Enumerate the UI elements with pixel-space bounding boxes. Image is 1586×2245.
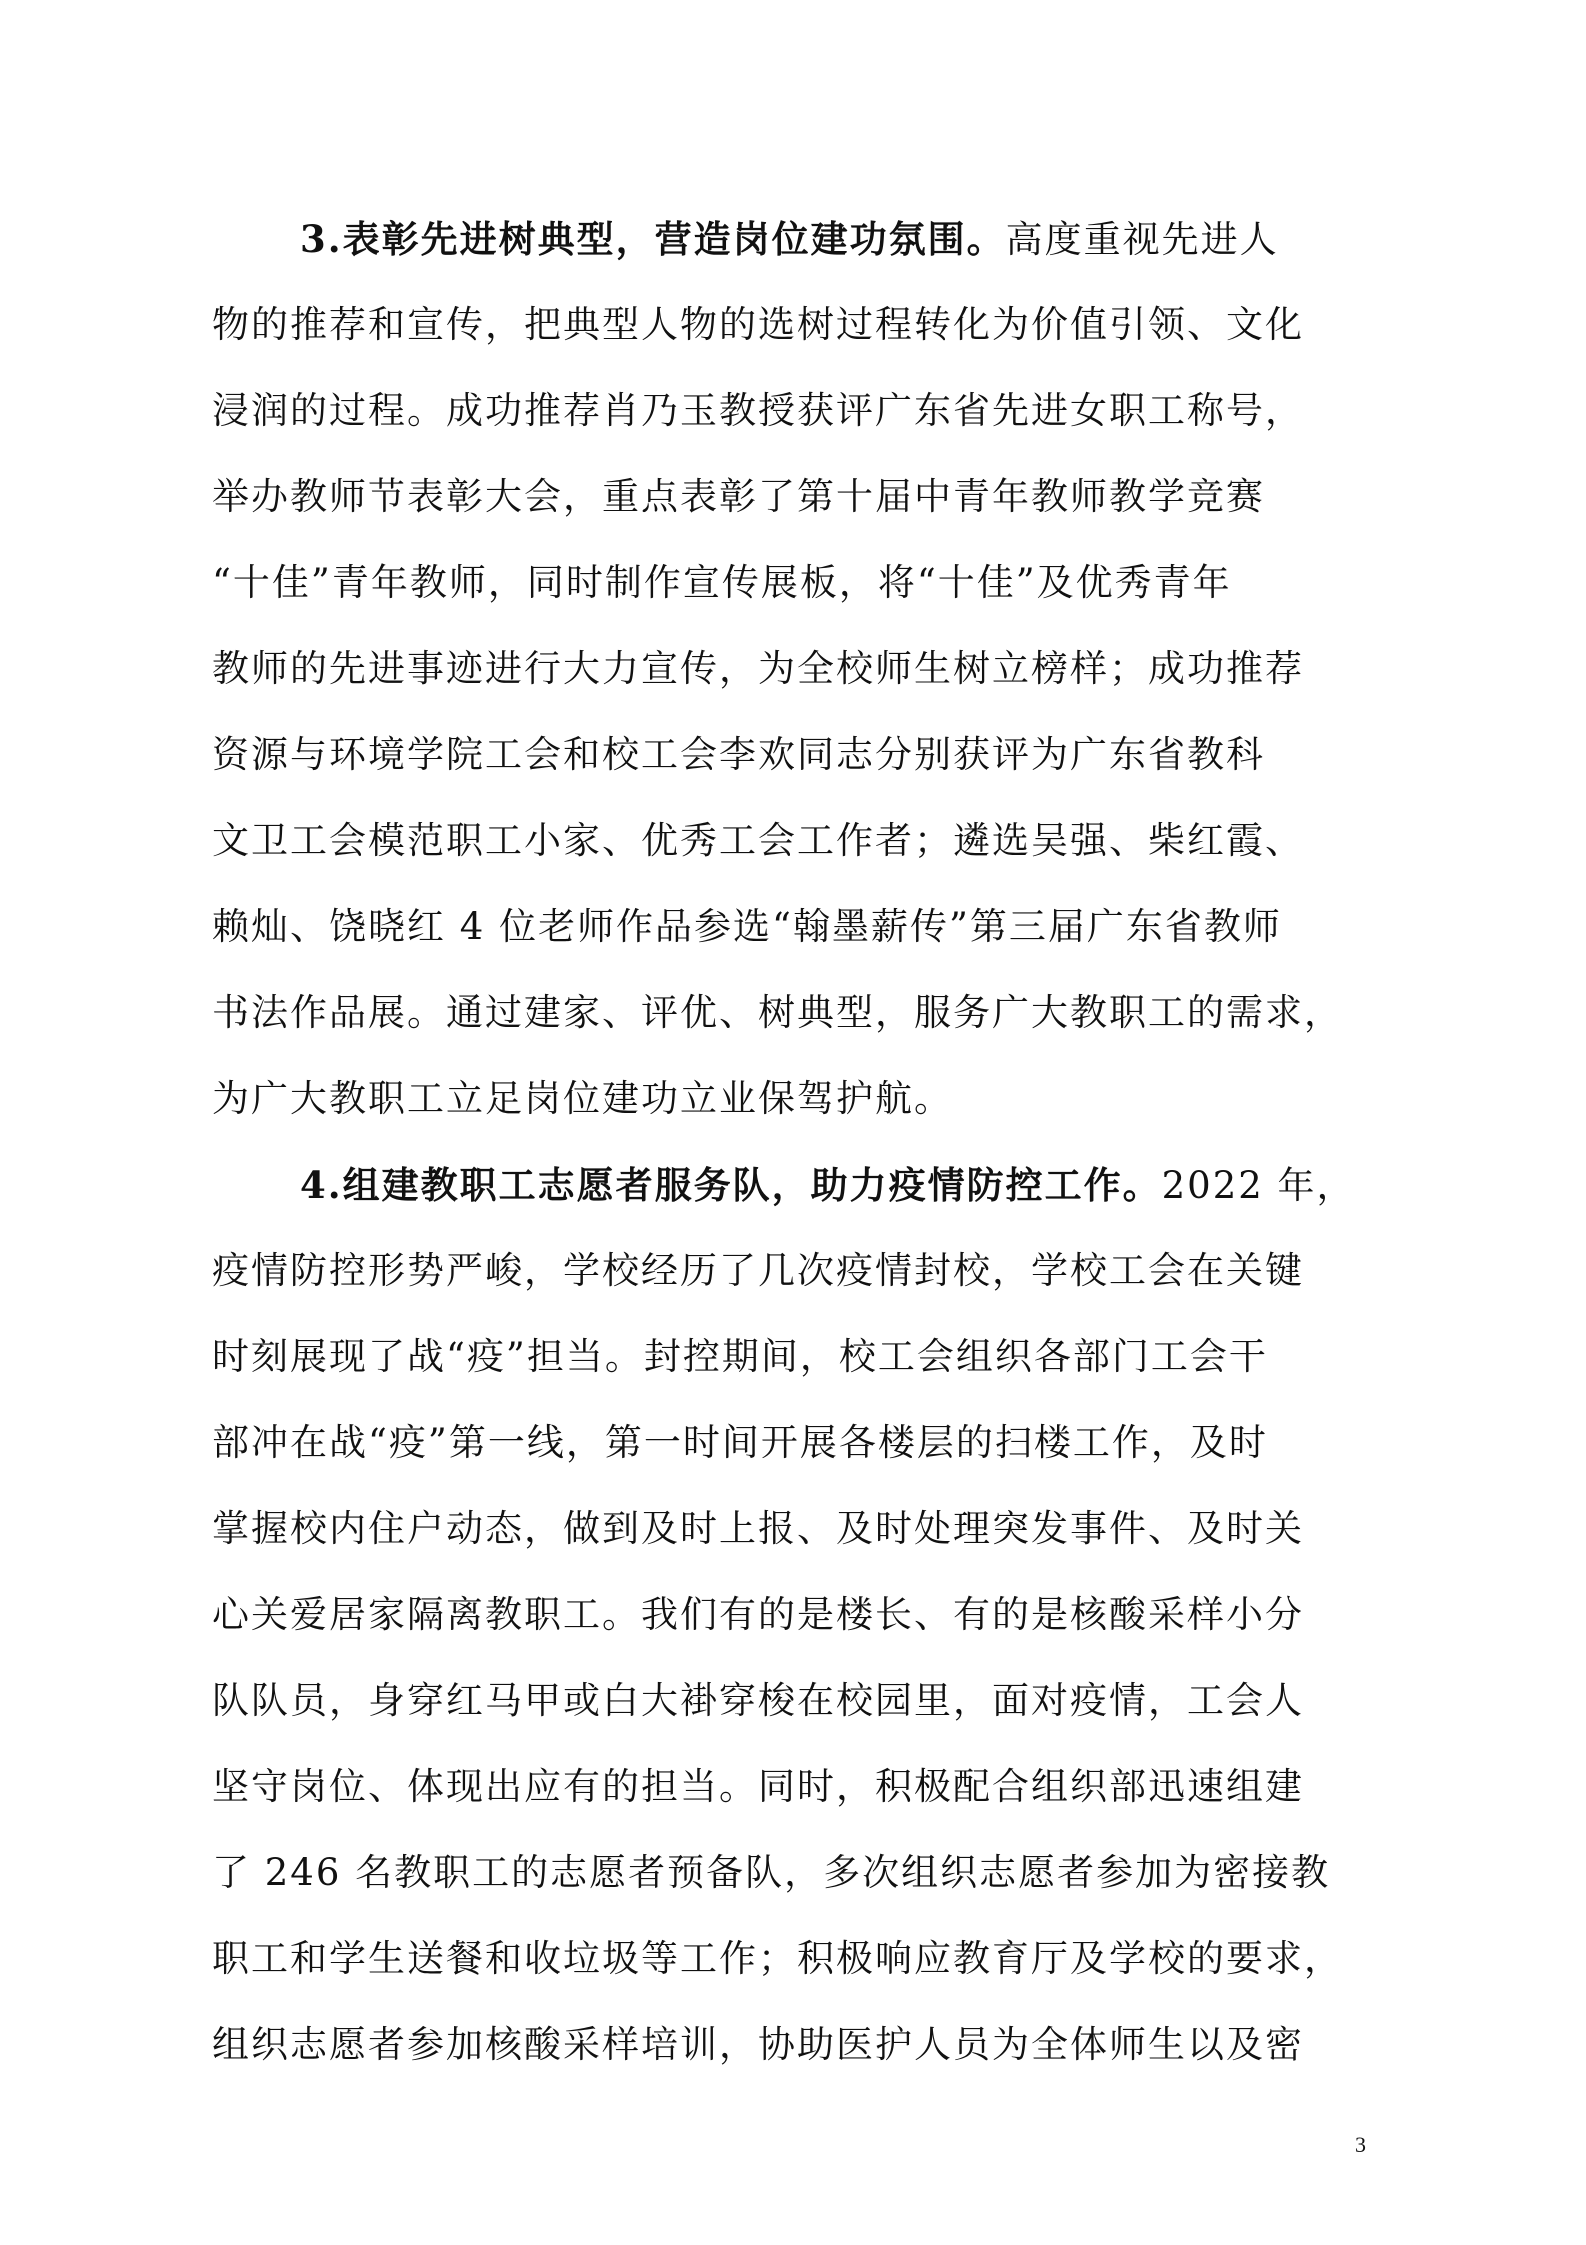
paragraph-3-line-4: 举办教师节表彰大会，重点表彰了第十届中青年教师教学竞赛: [212, 475, 1265, 518]
paragraph-4-line-1: [212, 1142, 1402, 1228]
paragraph-3-line-8: 文卫工会模范职工小家、优秀工会工作者；遴选吴强、柴红霞、: [212, 819, 1304, 862]
paragraph-4-text: 2022 年，: [1161, 1164, 1356, 1207]
paragraph-4-line-3: 时刻展现了战“疫”担当。封控期间，校工会组织各部门工会干: [212, 1335, 1268, 1378]
paragraph-3-line-3: 浸润的过程。成功推荐肖乃玉教授获评广东省先进女职工称号，: [212, 389, 1304, 432]
paragraph-4-line-9: 了 246 名教职工的志愿者预备队，多次组织志愿者参加为密接教: [212, 1851, 1331, 1894]
paragraph-3-line-2: 物的推荐和宣传，把典型人物的选树过程转化为价值引领、文化: [212, 303, 1304, 346]
paragraph-3-line-1: [212, 196, 1402, 282]
paragraph-4-line-8: 坚守岗位、体现出应有的担当。同时，积极配合组织部迅速组建: [212, 1765, 1304, 1808]
paragraph-4-line-6: 心关爱居家隔离教职工。我们有的是楼长、有的是核酸采样小分: [212, 1593, 1304, 1636]
paragraph-3-line-6: 教师的先进事迹进行大力宣传，为全校师生树立榜样；成功推荐: [212, 647, 1304, 690]
document-body: [212, 196, 1402, 2088]
paragraph-3-line-9: 赖灿、饶晓红 4 位老师作品参选“翰墨薪传”第三届广东省教师: [212, 905, 1282, 948]
paragraph-4-line-11: 组织志愿者参加核酸采样培训，协助医护人员为全体师生以及密: [212, 2023, 1304, 2066]
paragraph-4-line-5: 掌握校内住户动态，做到及时上报、及时处理突发事件、及时关: [212, 1507, 1304, 1550]
paragraph-4-line-4: 部冲在战“疫”第一线，第一时间开展各楼层的扫楼工作，及时: [212, 1421, 1268, 1464]
paragraph-3-text: 高度重视先进人: [1005, 218, 1279, 261]
paragraph-4-heading: 4.组建教职工志愿者服务队，助力疫情防控工作。: [300, 1163, 1162, 1207]
paragraph-3-line-10: 书法作品展。通过建家、评优、树典型，服务广大教职工的需求，: [212, 991, 1343, 1034]
page-number: 3: [1355, 2132, 1366, 2157]
paragraph-3-line-7: 资源与环境学院工会和校工会李欢同志分别获评为广东省教科: [212, 733, 1265, 776]
paragraph-4-line-7: 队队员，身穿红马甲或白大褂穿梭在校园里，面对疫情，工会人: [212, 1679, 1304, 1722]
paragraph-4-line-10: 职工和学生送餐和收垃圾等工作；积极响应教育厅及学校的要求，: [212, 1937, 1343, 1980]
paragraph-3-line-5: “十佳”青年教师，同时制作宣传展板，将“十佳”及优秀青年: [212, 561, 1232, 604]
paragraph-4-line-2: 疫情防控形势严峻，学校经历了几次疫情封校，学校工会在关键: [212, 1249, 1304, 1292]
paragraph-3-line-11: 为广大教职工立足岗位建功立业保驾护航。: [212, 1077, 953, 1120]
paragraph-3-heading: 3.表彰先进树典型，营造岗位建功氛围。: [300, 217, 1006, 261]
